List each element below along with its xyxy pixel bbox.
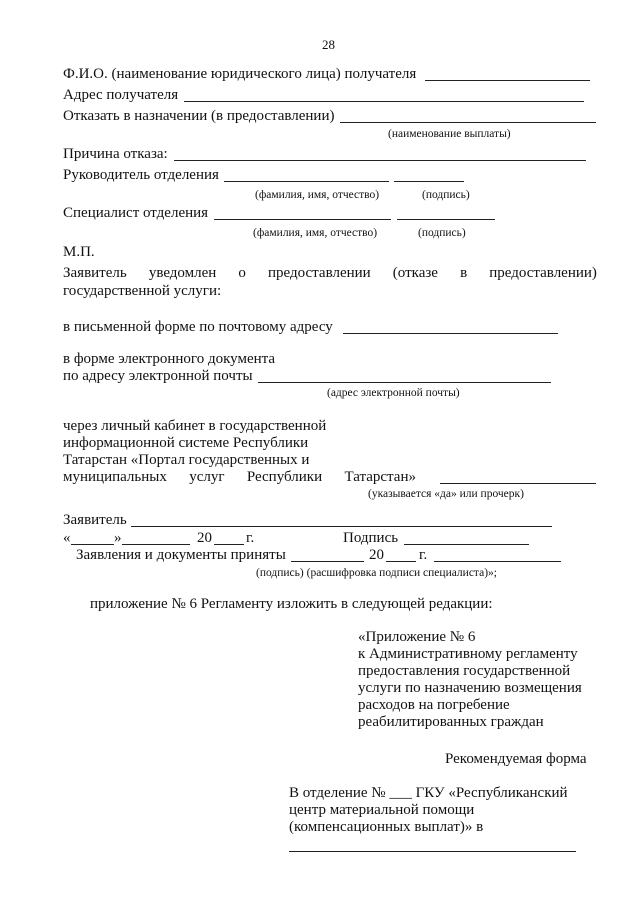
- accepted-label: Заявления и документы приняты: [76, 547, 286, 563]
- addressee-line-2: центр материальной помощи: [289, 802, 475, 818]
- appendix-line-5: расходов на погребение: [358, 697, 510, 713]
- applicant-line: [131, 526, 552, 527]
- refuse-caption: (наименование выплаты): [388, 128, 511, 140]
- accepted-sign-line: [434, 561, 561, 562]
- cabinet-line-3: Татарстан «Портал государственных и: [63, 452, 310, 468]
- appendix-line-3: предоставления государственной: [358, 663, 571, 679]
- notified-word: в: [460, 265, 468, 281]
- specialist-label: Специалист отделения: [63, 205, 209, 221]
- written-label: в письменной форме по почтовому адресу: [63, 319, 333, 335]
- date-year-line: [214, 544, 244, 545]
- notified-line-1: [63, 265, 597, 282]
- appendix-line-1: «Приложение № 6: [358, 629, 476, 645]
- refuse-label: Отказать в назначении (в предоставлении): [63, 108, 335, 124]
- cabinet-line-2: информационной системе Республики: [63, 435, 309, 451]
- electronic-label-1: в форме электронного документа: [63, 351, 276, 367]
- applicant-label: Заявитель: [63, 512, 127, 528]
- accepted-caption: (подпись) (расшифровка подписи специалиста)»;: [256, 567, 497, 579]
- electronic-label-2: по адресу электронной почты: [63, 368, 253, 384]
- cabinet-word: услуг: [189, 469, 225, 485]
- cabinet-line-4: [63, 469, 416, 486]
- email-caption: (адрес электронной почты): [327, 387, 460, 399]
- appendix-intro: приложение № 6 Регламенту изложить в следующей редакции:: [90, 596, 493, 612]
- cabinet-word: муниципальных: [63, 469, 167, 485]
- signature-label: Подпись: [343, 530, 399, 546]
- date-day-line: [71, 544, 114, 545]
- cabinet-word: Республики: [246, 469, 323, 485]
- email-line: [258, 382, 551, 383]
- notified-word: предоставлении: [268, 265, 371, 281]
- appendix-line-6: реабилитированных граждан: [358, 714, 544, 730]
- reason-line: [174, 160, 586, 161]
- head-label: Руководитель отделения: [63, 167, 219, 183]
- cabinet-answer-line: [440, 483, 596, 484]
- head-sign-line: [394, 181, 464, 182]
- date-year-prefix: 20: [197, 530, 212, 546]
- notified-word: предоставлении): [489, 265, 597, 281]
- addressee-line-1: В отделение № ___ ГКУ «Республиканский: [289, 785, 568, 801]
- notified-word: уведомлен: [148, 265, 217, 281]
- recommended-form: Рекомендуемая форма: [445, 751, 587, 767]
- accepted-year-line: [386, 561, 416, 562]
- postal-address-line: [343, 333, 558, 334]
- head-caption-name: (фамилия, имя, отчество): [255, 189, 380, 201]
- appendix-line-4: услуги по назначению возмещения: [358, 680, 582, 696]
- cabinet-caption: (указывается «да» или прочерк): [368, 488, 524, 500]
- date-quote-close: »: [114, 530, 122, 546]
- cabinet-line-1: через личный кабинет в государственной: [63, 418, 327, 434]
- refuse-line: [340, 122, 596, 123]
- addressee-line: [289, 851, 576, 852]
- address-line: [184, 101, 584, 102]
- accepted-year-prefix: 20: [369, 547, 384, 563]
- notified-word: (отказе: [392, 265, 438, 281]
- accepted-year-suffix: г.: [419, 547, 428, 563]
- stamp-place: М.П.: [63, 244, 95, 260]
- reason-label: Причина отказа:: [63, 146, 168, 162]
- accepted-day-line: [291, 561, 364, 562]
- date-year-suffix: г.: [246, 530, 255, 546]
- date-month-line: [122, 544, 190, 545]
- spec-name-line: [214, 219, 391, 220]
- spec-caption-sign: (подпись): [418, 227, 466, 239]
- date-quote-open: «: [63, 530, 71, 546]
- notified-line-2: государственной услуги:: [63, 283, 222, 299]
- fio-label: Ф.И.О. (наименование юридического лица) получателя: [63, 66, 417, 82]
- notified-word: Заявитель: [63, 265, 127, 281]
- address-label: Адрес получателя: [63, 87, 179, 103]
- page-number: 28: [322, 37, 335, 52]
- head-name-line: [224, 181, 389, 182]
- head-caption-sign: (подпись): [422, 189, 470, 201]
- addressee-line-3: (компенсационных выплат)» в: [289, 819, 484, 835]
- appendix-line-2: к Административному регламенту: [358, 646, 578, 662]
- notified-word: о: [238, 265, 246, 281]
- spec-sign-line: [397, 219, 495, 220]
- spec-caption-name: (фамилия, имя, отчество): [253, 227, 378, 239]
- fio-line: [425, 80, 590, 81]
- cabinet-word: Татарстан»: [344, 469, 416, 485]
- signature-line: [404, 544, 529, 545]
